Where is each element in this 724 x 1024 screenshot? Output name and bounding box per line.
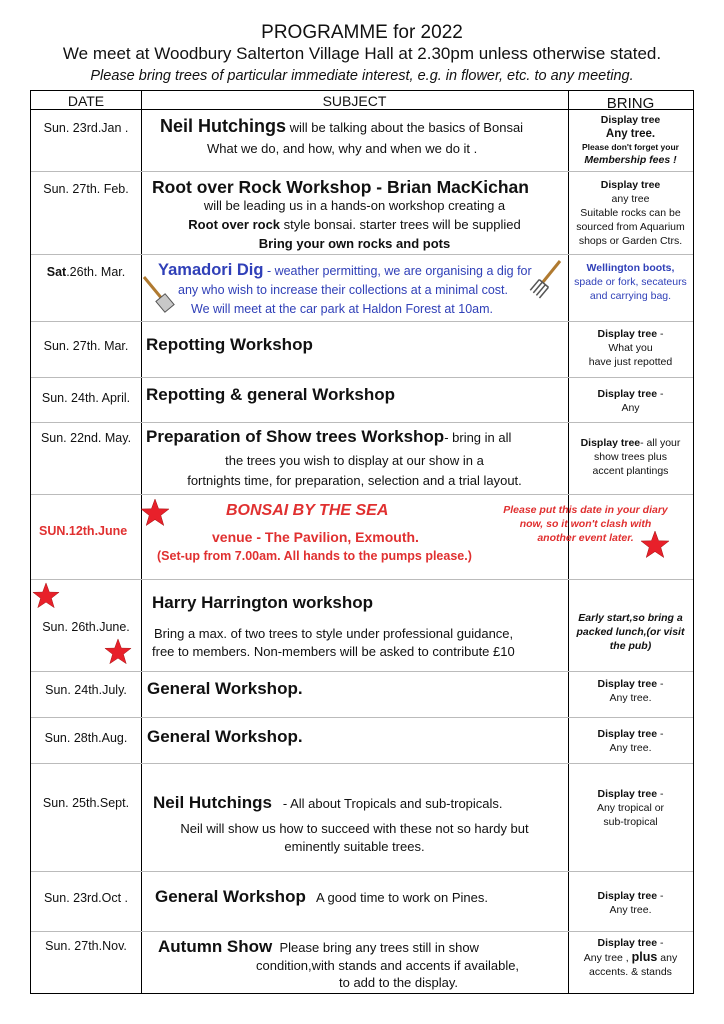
row-divider (31, 579, 693, 580)
event-title: General Workshop. (147, 679, 303, 698)
bring-text: Any tropical or (596, 802, 665, 814)
bring-text: Display tree (600, 179, 661, 191)
event-text: Bring your own rocks and pots (258, 236, 451, 251)
bring-text: Any tree. (609, 904, 652, 916)
bring-text: Display tree (597, 388, 658, 400)
bring-text: Display tree (600, 114, 661, 126)
bring-text: Wellington boots, (586, 262, 675, 274)
bring-text: plus (631, 950, 658, 964)
bring-text: packed lunch,(or visit (576, 626, 685, 638)
bring-text: show trees plus (594, 451, 667, 463)
row-divider (31, 494, 693, 495)
event-title: Autumn Show (158, 937, 273, 956)
date-cell: Sun. 27th.Nov. (45, 939, 127, 953)
bring-cell (568, 727, 693, 755)
event-text: - weather permitting, we are organising a dig for (266, 264, 532, 278)
note-text: another event later. (537, 532, 634, 544)
bring-text: sub-tropical (603, 816, 658, 828)
bring-cell (568, 787, 693, 829)
date-cell: Sun. 23rd.Oct . (43, 891, 129, 905)
meeting-note: Please bring trees of particular immediate interest, e.g. in flower, etc. to any meeting. (90, 68, 634, 84)
bring-cell (568, 387, 693, 415)
row-divider (31, 422, 693, 423)
red-star-icon (32, 582, 60, 610)
date-cell: Sun. 23rd.Jan . (43, 121, 129, 135)
note-text: Please put this date in your diary (503, 504, 668, 516)
header-bring: BRING (606, 95, 655, 112)
event-text: Please bring any trees still in show (279, 940, 479, 955)
event-text: A good time to work on Pines. (315, 890, 488, 905)
bring-cell (568, 611, 693, 653)
date-cell: Sat (46, 265, 67, 279)
row-divider (31, 931, 693, 932)
bring-text: Display tree (597, 728, 658, 740)
event-text: Bring a max. of two trees to style under professional guidance, (154, 626, 514, 641)
bring-cell (568, 436, 693, 478)
event-title: General Workshop. (147, 727, 303, 746)
bring-text: accent plantings (592, 465, 669, 477)
bring-cell (568, 113, 693, 167)
event-text: style bonsai. starter trees will be supplied (283, 217, 521, 232)
bring-text: Please don't forget your (582, 142, 679, 152)
event-title: Neil Hutchings (153, 793, 273, 812)
bring-text: any tree (611, 193, 650, 205)
red-star-icon (640, 530, 670, 560)
bring-text: Display tree (597, 937, 658, 949)
bring-text: Any tree , (583, 952, 629, 964)
event-text: will be talking about the basics of Bonsai (289, 120, 524, 135)
event-title: Preparation of Show trees Workshop (146, 427, 445, 446)
bring-cell (568, 178, 693, 248)
bring-cell (568, 261, 693, 303)
row-divider (31, 671, 693, 672)
header-subject: SUBJECT (322, 93, 387, 109)
row-divider (31, 763, 693, 764)
date-cell: Sun. 24th.July. (45, 683, 127, 697)
date-cell: Sun. 22nd. May. (40, 431, 132, 445)
event-text: the trees you wish to display at our show in a (225, 453, 484, 468)
row-divider (31, 171, 693, 172)
row-divider (31, 254, 693, 255)
event-text: (Set-up from 7.00am. All hands to the pumps please.) (157, 549, 472, 563)
date-cell: Sun. 27th. Mar. (43, 339, 129, 353)
event-text: fortnights time, for preparation, selection and a trial layout. (187, 473, 522, 488)
event-text: eminently suitable trees. (284, 839, 425, 854)
bring-text: - (659, 788, 664, 800)
page-title: PROGRAMME for 2022 (261, 22, 463, 43)
event-text: free to members. Non-members will be asked to contribute £10 (152, 644, 515, 659)
bring-text: sourced from Aquarium (576, 221, 685, 233)
bring-text: Any (621, 402, 640, 414)
red-star-icon (140, 498, 170, 528)
bring-text: Membership fees ! (584, 154, 677, 166)
date-cell: Sun. 24th. April. (41, 391, 131, 405)
header-date: DATE (67, 93, 105, 109)
bring-text: Display tree (597, 328, 658, 340)
event-text: Root over rock (188, 217, 281, 232)
red-star-icon (104, 638, 132, 666)
row-divider (31, 377, 693, 378)
bring-text: Display tree (580, 437, 641, 449)
event-text: will be leading us in a hands-on workshop creating a (203, 198, 506, 213)
bring-text: Any tree. (605, 128, 656, 140)
bring-cell (568, 677, 693, 705)
event-text: condition,with stands and accents if available, (256, 958, 520, 973)
event-text: to add to the display. (339, 975, 459, 990)
event-title: General Workshop (155, 887, 306, 906)
programme-table (30, 90, 694, 994)
date-cell: Sun. 27th. Feb. (43, 182, 129, 196)
bring-text: accents. & stands (589, 966, 672, 978)
event-title: Repotting & general Workshop (146, 385, 396, 404)
event-text: Neil will show us how to succeed with these not so hardy but (180, 821, 529, 836)
event-text: We will meet at the car park at Haldon Forest at 10am. (191, 302, 493, 316)
event-title: Harry Harrington workshop (152, 593, 374, 612)
row-divider (31, 321, 693, 322)
event-title: Root over Rock Workshop - Brian MacKichan (152, 177, 529, 197)
event-text: venue - The Pavilion, Exmouth. (212, 529, 419, 545)
event-title: BONSAI BY THE SEA (226, 502, 389, 519)
bring-text: Display tree (597, 788, 658, 800)
bring-cell (568, 936, 693, 979)
bring-text: any (660, 952, 678, 964)
event-text: - All about Tropicals and sub-tropicals. (282, 796, 503, 811)
row-divider (31, 871, 693, 872)
bring-text: Display tree (597, 678, 658, 690)
bring-text: - (659, 890, 664, 902)
bring-text: Early start,so bring a (578, 612, 683, 624)
bring-text: - all your (640, 437, 681, 449)
bring-text: the pub) (609, 640, 652, 652)
garden-fork-icon (528, 258, 564, 300)
bring-text: have just repotted (588, 356, 673, 368)
date-cell: Sun. 25th.Sept. (42, 796, 130, 810)
bring-text: What you (608, 342, 653, 354)
date-cell: Sun. 26th.June. (42, 620, 130, 634)
bring-text: - (659, 678, 664, 690)
spade-icon (141, 274, 177, 314)
event-text: - bring in all (444, 430, 512, 445)
event-text: any who wish to increase their collections at a minimal cost. (178, 283, 509, 297)
bring-cell (568, 889, 693, 917)
bring-cell (568, 327, 693, 369)
bring-text: - (659, 388, 664, 400)
bring-text: shops or Garden Ctrs. (578, 235, 683, 247)
bring-text: Display tree (597, 890, 658, 902)
date-cell: .26th. Mar. (66, 265, 126, 279)
meeting-info: We meet at Woodbury Salterton Village Hall at 2.30pm unless otherwise stated. (62, 44, 662, 63)
row-divider (31, 717, 693, 718)
bring-text: - (659, 328, 664, 340)
event-title: Neil Hutchings (160, 116, 287, 136)
bring-text: - (659, 728, 664, 740)
bring-text: Any tree. (609, 692, 652, 704)
date-cell: SUN.12th.June (39, 524, 128, 538)
event-title: Repotting Workshop (146, 335, 313, 354)
bring-text: and carrying bag. (589, 290, 672, 302)
date-cell: Sun. 28th.Aug. (44, 731, 128, 745)
bring-text: spade or fork, secateurs (574, 276, 687, 288)
note-text: now, so it won't clash with (519, 518, 652, 530)
event-title: Yamadori Dig (158, 261, 264, 279)
bring-text: Any tree. (609, 742, 652, 754)
event-text: What we do, and how, why and when we do it . (207, 141, 478, 156)
bring-text: Suitable rocks can be (580, 207, 681, 219)
bring-text: - (659, 937, 664, 949)
